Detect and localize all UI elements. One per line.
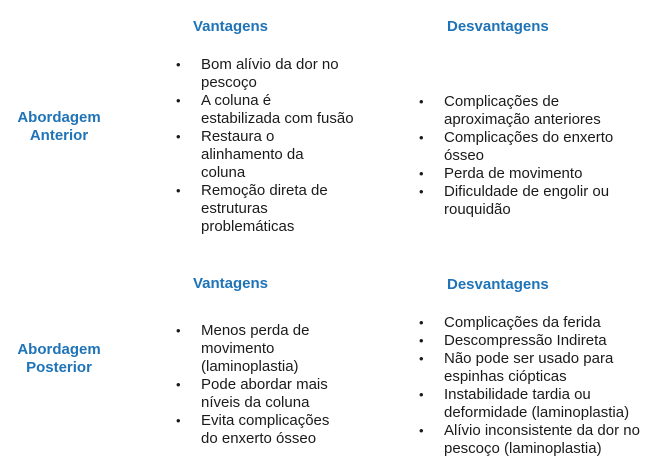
posterior-advantages-list [176, 322, 346, 448]
anterior-approach-label [0, 109, 124, 145]
anterior-label-line2: Anterior [29, 127, 89, 144]
anterior-label-line1: Abordagem [17, 109, 101, 126]
anterior-advantage-item: • Bom alívio da dor no pescoço [176, 56, 354, 92]
posterior-disadvantage-item: • Complicações da ferida [419, 314, 649, 332]
anterior-disadvantage-item: • Complicações de aproximação anteriores [419, 93, 641, 129]
anterior-advantages-heading: Vantagens [193, 18, 269, 35]
posterior-disadvantages-list [419, 314, 649, 458]
anterior-disadvantage-item: • Perda de movimento [419, 165, 641, 183]
anterior-disadvantages-list [419, 93, 641, 219]
anterior-advantage-item: • Restaura o alinhamento da coluna [176, 128, 354, 182]
posterior-label-line1: Abordagem [17, 341, 101, 358]
anterior-advantage-item: • Remoção direta de estruturas problemáticas [176, 182, 354, 236]
anterior-disadvantage-item: • Dificuldade de engolir ou rouquidão [419, 183, 641, 219]
anterior-disadvantage-item: • Complicações do enxerto ósseo [419, 129, 641, 165]
anterior-advantage-item: • A coluna é estabilizada com fusão [176, 92, 354, 128]
posterior-advantage-item: • Pode abordar mais níveis da coluna [176, 376, 346, 412]
anterior-disadvantages-heading: Desvantagens [447, 18, 549, 35]
posterior-advantages-heading: Vantagens [193, 275, 269, 292]
posterior-disadvantage-item: • Alívio inconsistente da dor no pescoço (laminoplastia) [419, 422, 649, 458]
posterior-advantage-item: • Menos perda de movimento (laminoplastia) [176, 322, 346, 376]
posterior-disadvantage-item: • Instabilidade tardia ou deformidade (laminoplastia) [419, 386, 649, 422]
posterior-disadvantage-item: • Descompressão Indireta [419, 332, 649, 350]
posterior-advantage-item: • Evita complicações do enxerto ósseo [176, 412, 346, 448]
posterior-label-line2: Posterior [26, 359, 92, 376]
posterior-approach-label [0, 341, 124, 377]
posterior-disadvantages-heading: Desvantagens [447, 276, 549, 293]
anterior-advantages-list [176, 56, 354, 236]
posterior-disadvantage-item: • Não pode ser usado para espinhas ciópticas [419, 350, 649, 386]
